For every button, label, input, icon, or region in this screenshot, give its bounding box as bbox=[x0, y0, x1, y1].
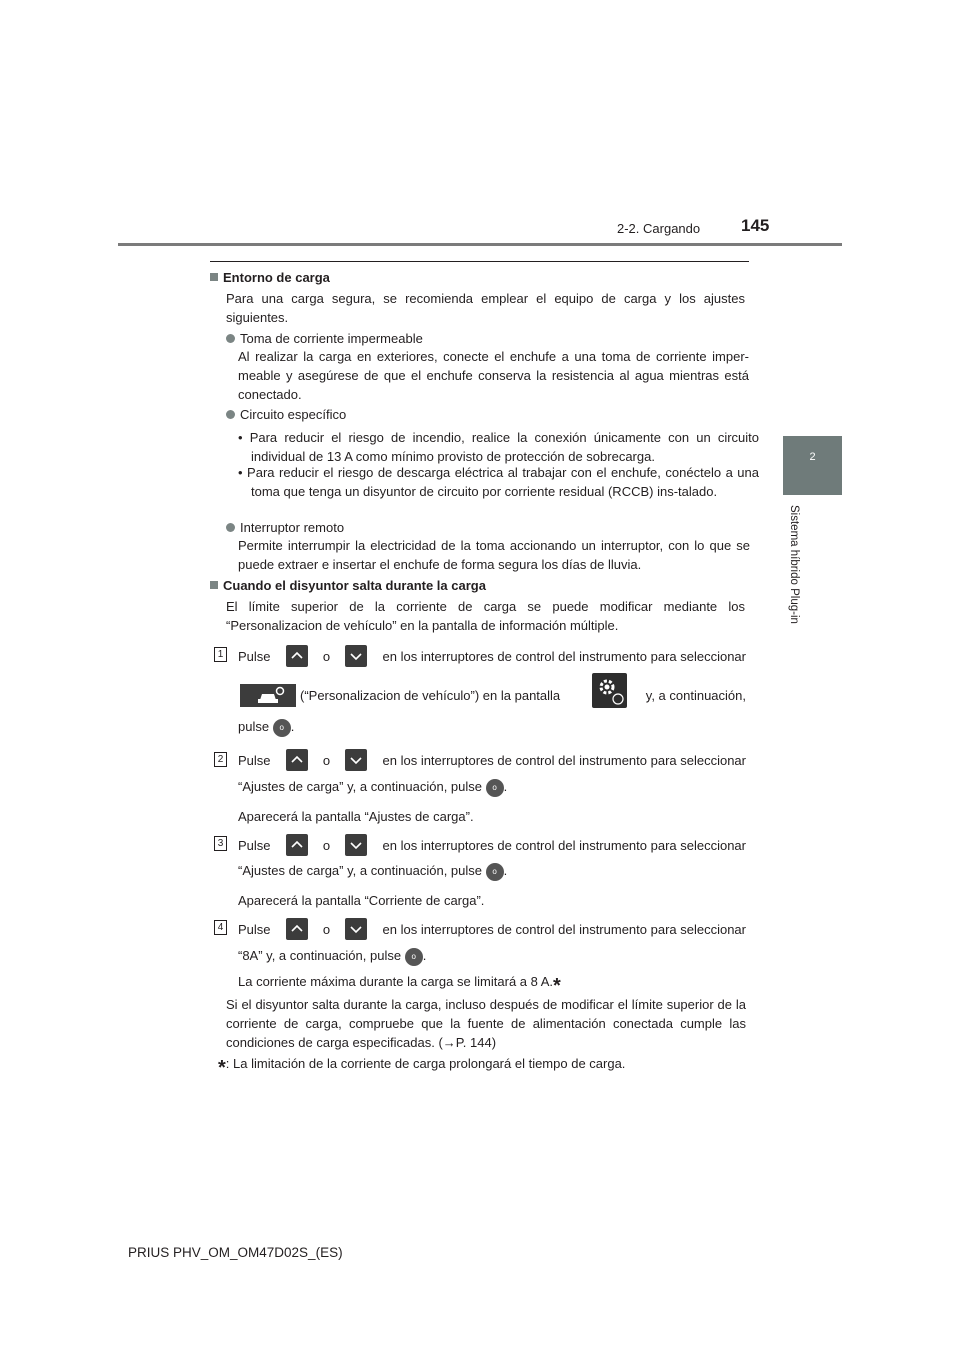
sub-bullet-1: • Para reducir el riesgo de incendio, realice la conexión únicamente con un circuito individual de 13 A como mínimo provisto de protección de sobrecarga. bbox=[238, 430, 759, 464]
step-number: 1 bbox=[214, 647, 227, 662]
step-2-line-2 bbox=[238, 777, 507, 797]
step-text: (“Personalizacion de vehículo”) en la pantalla bbox=[300, 688, 561, 703]
bullet-toma-text: Al realizar la carga en exteriores, conecte el enchufe a una toma de corriente imper-meable y asegúrese de que el enchufe conserva la resistencia al agua mientras está conectado. bbox=[238, 349, 749, 402]
bullet-circuito bbox=[226, 405, 346, 424]
footnote-text: : La limitación de la corriente de carga prolongará el tiempo de carga. bbox=[225, 1056, 626, 1071]
paragraph-disyuntor: Si el disyuntor salta durante la carga, incluso después de modificar el límite superior de la corriente de carga, compruebe que la fuente de alimentación conectada cumple las condiciones de carga especificadas. (→P. 144) bbox=[226, 997, 746, 1050]
step-text: . bbox=[503, 863, 508, 878]
step-3-line-1 bbox=[238, 834, 746, 856]
step-text: Pulse bbox=[238, 837, 271, 853]
ok-button-icon: o bbox=[405, 948, 423, 966]
chapter-title bbox=[786, 505, 806, 640]
step-text: Pulse bbox=[238, 752, 271, 768]
step-1-line-2 bbox=[300, 686, 746, 705]
up-arrow-button-icon bbox=[286, 834, 308, 856]
step-text: o bbox=[322, 921, 331, 937]
step-text: en los interruptores de control del instrumento para seleccionar bbox=[382, 648, 746, 664]
footnote-marker: * bbox=[218, 1057, 226, 1079]
bullet-title: Toma de corriente impermeable bbox=[240, 331, 423, 346]
square-bullet-icon bbox=[210, 273, 218, 281]
step-text: en los interruptores de control del instrumento para seleccionar bbox=[382, 752, 746, 768]
step-text: . bbox=[290, 719, 295, 734]
square-bullet-icon bbox=[210, 581, 218, 589]
down-arrow-button-icon bbox=[345, 834, 367, 856]
vehicle-settings-icon bbox=[240, 684, 296, 707]
down-arrow-button-icon bbox=[345, 918, 367, 940]
step-number: 4 bbox=[214, 920, 227, 935]
down-arrow-button-icon bbox=[345, 645, 367, 667]
footnote bbox=[218, 1054, 625, 1078]
step-number: 3 bbox=[214, 836, 227, 851]
step-text: o bbox=[322, 752, 331, 768]
bullet-toma bbox=[226, 329, 423, 348]
footnote-marker: * bbox=[553, 975, 561, 997]
chapter-tab: 2 bbox=[783, 436, 842, 495]
page-number: 145 bbox=[741, 216, 770, 235]
circle-bullet-icon bbox=[226, 410, 235, 419]
step-4-line-2 bbox=[238, 946, 426, 966]
step-number: 2 bbox=[214, 752, 227, 767]
step-text: o bbox=[322, 837, 331, 853]
bullet-title: Interruptor remoto bbox=[240, 520, 345, 535]
step-text: y, a continuación, bbox=[645, 688, 746, 703]
step-text: o bbox=[322, 648, 331, 664]
step-3-result: Aparecerá la pantalla “Corriente de carga”. bbox=[238, 893, 485, 908]
step-text: La corriente máxima durante la carga se limitará a 8 A. bbox=[238, 974, 554, 989]
content-rule bbox=[210, 261, 749, 262]
down-arrow-button-icon bbox=[345, 749, 367, 771]
step-text: “8A” y, a continuación, pulse bbox=[238, 948, 402, 963]
step-text: Pulse bbox=[238, 921, 271, 937]
circle-bullet-icon bbox=[226, 334, 235, 343]
heading-disyuntor bbox=[210, 576, 486, 595]
step-1-line-1 bbox=[238, 645, 746, 667]
chapter-title-text: Sistema híbrido Plug-in bbox=[788, 505, 800, 624]
bullet-interruptor-text: Permite interrumpir la electricidad de la toma accionando un interruptor, con lo que se puede extraer e insertar el enchufe de forma segura los días de lluvia. bbox=[238, 538, 750, 572]
up-arrow-button-icon bbox=[286, 918, 308, 940]
step-text: en los interruptores de control del instrumento para seleccionar bbox=[382, 921, 746, 937]
step-text: en los interruptores de control del instrumento para seleccionar bbox=[382, 837, 746, 853]
circle-bullet-icon bbox=[226, 523, 235, 532]
paragraph-intro: Para una carga segura, se recomienda emplear el equipo de carga y los ajustes siguientes. bbox=[226, 291, 745, 325]
up-arrow-button-icon bbox=[286, 749, 308, 771]
step-4-result bbox=[238, 972, 561, 996]
step-text: . bbox=[503, 779, 508, 794]
heading-entorno bbox=[210, 268, 330, 287]
up-arrow-button-icon bbox=[286, 645, 308, 667]
step-3-line-2 bbox=[238, 861, 507, 881]
step-2-result: Aparecerá la pantalla “Ajustes de carga”. bbox=[238, 809, 474, 824]
step-text: “Ajustes de carga” y, a continuación, pulse bbox=[238, 863, 483, 878]
step-4-line-1 bbox=[238, 918, 746, 940]
step-text: “Ajustes de carga” y, a continuación, pulse bbox=[238, 779, 483, 794]
step-text: Pulse bbox=[238, 648, 271, 664]
header-rule bbox=[118, 243, 842, 246]
bullet-title: Circuito específico bbox=[240, 407, 347, 422]
document-id: PRIUS PHV_OM_OM47D02S_(ES) bbox=[128, 1245, 343, 1260]
paragraph-limite: El límite superior de la corriente de carga se puede modificar mediante los “Personalizacion de vehículo” en la pantalla de información múltiple. bbox=[226, 599, 745, 633]
heading-text: Entorno de carga bbox=[223, 270, 330, 285]
settings-gear-icon bbox=[592, 673, 627, 708]
ok-button-icon: o bbox=[486, 779, 504, 797]
step-1-line-3 bbox=[238, 717, 294, 737]
ok-button-icon: o bbox=[273, 719, 291, 737]
ok-button-icon: o bbox=[486, 863, 504, 881]
step-text: pulse bbox=[238, 719, 270, 734]
heading-text: Cuando el disyuntor salta durante la carga bbox=[223, 578, 486, 593]
section-title: 2-2. Cargando bbox=[617, 221, 701, 236]
sub-bullet-2: • Para reducir el riesgo de descarga eléctrica al trabajar con el enchufe, conéctelo a una toma que tenga un disyuntor de circuito por corriente residual (RCCB) ins-talado. bbox=[238, 465, 759, 499]
step-text: . bbox=[422, 948, 427, 963]
bullet-interruptor bbox=[226, 518, 344, 537]
step-2-line-1 bbox=[238, 749, 746, 771]
